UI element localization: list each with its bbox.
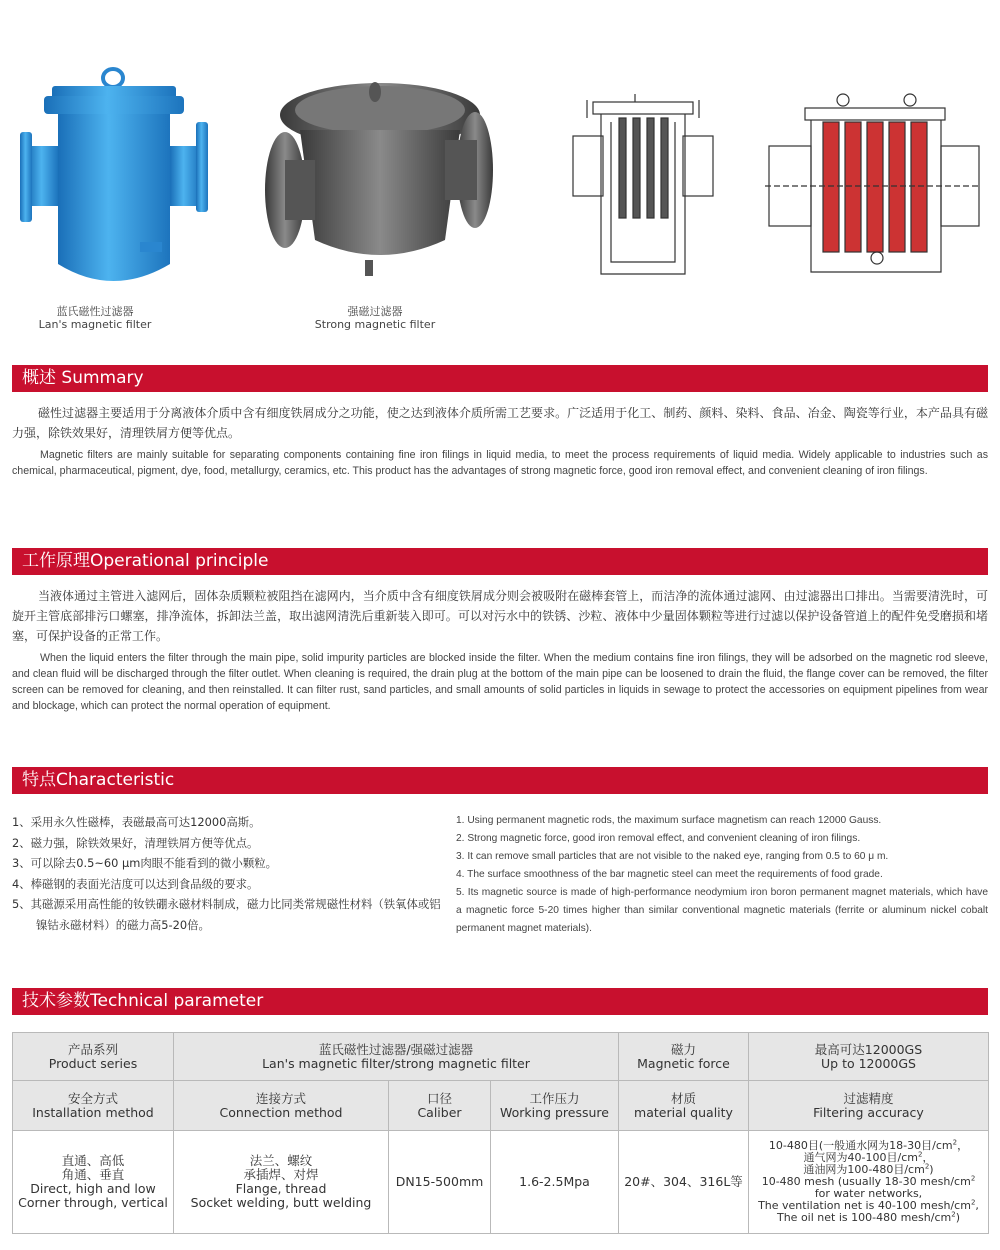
cell-text: 最高可达12000GS [814, 1041, 923, 1057]
cell-text: 通气网为40-100目/cm [803, 1151, 918, 1164]
cell-text: Flange, thread [235, 1181, 327, 1196]
list-item: 3、可以除去0.5~60 μm肉眼不能看到的微小颗粒。 [12, 856, 278, 870]
cell-text: for water networks, [814, 1187, 923, 1200]
cell-text: 通油网为100-480目/cm [803, 1163, 925, 1176]
table-cell [13, 1131, 174, 1234]
table-cell [174, 1081, 389, 1131]
table-cell [13, 1081, 174, 1131]
list-item: 2、磁力强，除铁效果好，清理铁屑方便等优点。 [12, 835, 259, 850]
summary-cn: 磁性过滤器主要适用于分离液体介质中含有细度铁屑成分之功能，使之达到液体介质所需工艺要求。广泛适用于化工、制药、颜料、染料、食品、冶金、陶瓷等行业，本产品具有磁力强，除铁效果好，清理铁屑方便等优点。 [12, 406, 988, 440]
table-cell [491, 1081, 619, 1131]
cell-text: Up to 12000GS [821, 1055, 916, 1071]
list-item: 1、采用永久性磁棒，表磁最高可达12000高斯。 [12, 815, 261, 829]
cell-text: 工作压力 [529, 1090, 580, 1106]
table-cell [174, 1131, 389, 1234]
table-cell [389, 1081, 491, 1131]
cell-text: material quality [634, 1104, 733, 1120]
cell-text: Filtering accuracy [813, 1104, 924, 1120]
cell-text: Connection method [219, 1104, 343, 1120]
principle-header [12, 548, 988, 575]
cell-text: 直通、高低 [61, 1153, 125, 1168]
filter-cross-section-drawing-1 [565, 92, 720, 282]
caption-en: Lan's magnetic filter [38, 318, 152, 331]
caption-cn: 蓝氏磁性过滤器 [56, 305, 134, 318]
principle-cn: 当液体通过主管进入滤网后，固体杂质颗粒被阻挡在滤网内，当介质中含有细度铁屑成分则会被吸附在磁棒套管上，而洁净的流体通过滤网、由过滤器出口排出。当需要清洗时，可旋开主管底部排污口螺塞，排净流体，拆卸法兰盖，取出滤网清洗后重新装入即可。可以对污水中的铁锈、沙粒、液体中少量固体颗粒等进行过滤以保护设备管道上的配件免受磨损和堵塞，可保护设备的正常工作。 [12, 589, 988, 643]
filtering-accuracy-cell [749, 1131, 989, 1234]
cell-text: 10-480目(一般通水网为18-30目/cm [768, 1139, 953, 1152]
cell-text: 口径 [426, 1090, 452, 1106]
table-cell: 1.6-2.5Mpa [491, 1131, 619, 1234]
table-row [13, 1081, 989, 1131]
product-caption-gray [275, 305, 475, 331]
cell-text: 产品系列 [67, 1041, 118, 1057]
caption-cn: 强磁过滤器 [347, 305, 403, 318]
table-cell [13, 1033, 174, 1081]
list-item: 1. Using permanent magnetic rods, the maximum surface magnetism can reach 12000 Gauss. [456, 815, 882, 826]
summary-header [12, 365, 988, 392]
cell-text: The ventilation net is 40-100 mesh/cm [758, 1199, 971, 1212]
cell-text: Caliber [417, 1104, 462, 1120]
cell-text: Installation method [32, 1104, 154, 1120]
list-item: 3. It can remove small particles that are not visible to the naked eye, ranging from 0.5 to 60 μ m. [456, 851, 889, 862]
table-row [13, 1131, 989, 1234]
table-cell [619, 1033, 749, 1081]
cell-text: 承插焊、对焊 [243, 1167, 319, 1182]
list-item: 5. Its magnetic source is made of high-performance neodymium iron boron permanent magnet materials, which have a magnetic force 5-20 times higher than similar conventional magnetic materials (ferrite or aluminum nickel cobalt permanent magnet materials). [456, 887, 988, 934]
list-item: 2. Strong magnetic force, good iron removal effect, and convenient cleaning of iron filings. [456, 833, 861, 844]
section-title: 工作原理Operational principle [22, 551, 269, 571]
table-cell [619, 1081, 749, 1131]
cell-text: Socket welding, butt welding [190, 1195, 372, 1210]
characteristic-cn-list [12, 812, 442, 935]
cell-text: 磁力 [670, 1041, 696, 1057]
cell-text: 材质 [670, 1090, 696, 1106]
table-row [13, 1033, 989, 1081]
cell-text: 过滤精度 [843, 1090, 894, 1106]
cell-text: , [975, 1199, 979, 1212]
section-title: 概述 Summary [22, 368, 144, 388]
table-cell [174, 1033, 619, 1081]
superscript: 2 [970, 1198, 976, 1207]
cell-text: The oil net is 100-480 mesh/cm [776, 1211, 952, 1224]
cell-text: Product series [48, 1055, 138, 1071]
cell-text: 蓝氏磁性过滤器/强磁过滤器 [318, 1041, 474, 1057]
superscript: 2 [951, 1210, 956, 1219]
table-cell: DN15-500mm [389, 1131, 491, 1234]
superscript: 2 [924, 1162, 930, 1171]
table-cell [749, 1081, 989, 1131]
superscript: 2 [952, 1138, 958, 1147]
principle-en: When the liquid enters the filter through the main pipe, solid impurity particles are blocked inside the filter. When the medium contains fine iron filings, they will be adsorbed on the magnetic rod sleeve, and clean fluid will be discharged through the filter outlet. When cleaning is required, the drain plug at the bottom of the main pipe can be loosened to drain the fluid, the flange cover can be removed, the filter screen can be removed for cleaning, and then reinstalled. It can filter rust, sand particles, and small amounts of solid particles in liquids in sewage to protect the accessories on equipment pipelines from wear and blockage, which can protect the normal operation of equipment. [12, 652, 988, 712]
cell-text: 10-480 mesh (usually 18-30 mesh/cm [761, 1175, 971, 1188]
caption-en: Strong magnetic filter [314, 318, 436, 331]
cell-text: 安全方式 [67, 1090, 118, 1106]
product-caption-blue [0, 305, 190, 331]
cell-text: Corner through, vertical [18, 1195, 168, 1210]
superscript: 2 [917, 1150, 923, 1159]
section-title: 技术参数Technical parameter [22, 991, 264, 1011]
cell-text: 法兰、螺纹 [249, 1153, 313, 1168]
blue-magnetic-filter-photo [20, 66, 210, 302]
summary-en: Magnetic filters are mainly suitable for separating components containing fine iron filings in liquid media, to meet the process requirements of liquid media. Widely applicable to industries such as chemical, pharmaceutical, pigment, dye, food, metallurgy, ceramics, etc. This product has the advantages of strong magnetic force, good iron removal effect, and convenient cleaning of iron filings. [12, 449, 988, 477]
list-item: 5、其磁源采用高性能的钕铁硼永磁材料制成，磁力比同类常规磁性材料（铁氧体或铝镍钴永磁材料）的磁力高5-20倍。 [12, 897, 441, 932]
cell-text: Working pressure [500, 1104, 609, 1120]
cell-text [751, 1212, 986, 1224]
characteristic-en-list [456, 812, 988, 938]
cell-text: 角通、垂直 [61, 1167, 125, 1182]
superscript: 2 [970, 1174, 976, 1183]
cell-text: ) [955, 1211, 960, 1224]
table-cell [749, 1033, 989, 1081]
cell-text: ， [922, 1151, 934, 1164]
filter-cross-section-drawing-2 [765, 92, 980, 280]
cell-text: ) [929, 1163, 934, 1176]
gray-magnetic-filter-photo [255, 70, 495, 292]
technical-parameter-table [12, 1032, 989, 1234]
technical-header [12, 988, 988, 1015]
section-title: 特点Characteristic [22, 770, 175, 790]
cell-text: Magnetic force [637, 1055, 730, 1071]
characteristic-header [12, 767, 988, 794]
cell-text: ， [957, 1139, 969, 1152]
list-item: 4、棒磁钢的表面光洁度可以达到食品级的要求。 [12, 876, 259, 891]
cell-text: Direct, high and low [30, 1181, 156, 1196]
list-item: 4. The surface smoothness of the bar magnetic steel can meet the requirements of food grade. [456, 869, 883, 880]
cell-text: 连接方式 [255, 1090, 306, 1106]
table-cell: 20#、304、316L等 [619, 1131, 749, 1234]
cell-text: Lan's magnetic filter/strong magnetic filter [262, 1055, 530, 1071]
